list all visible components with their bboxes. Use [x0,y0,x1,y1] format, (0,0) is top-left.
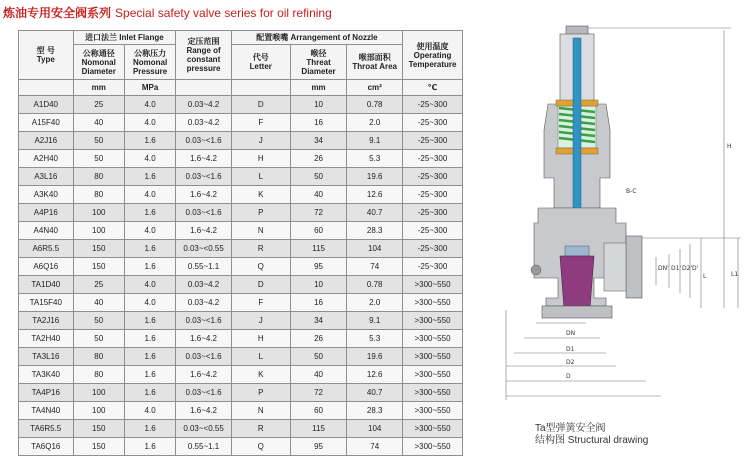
table-cell: R [231,240,290,258]
table-cell: A15F40 [19,114,74,132]
table-cell: 1.6 [124,384,175,402]
throat-diameter-header: 喉径 Threat Diameter [290,45,347,80]
drawing-caption [535,423,648,447]
table-cell: 4.0 [124,114,175,132]
table-cell: >300~550 [403,294,463,312]
table-cell: A3K40 [19,186,74,204]
table-cell: D [231,276,290,294]
table-cell: H [231,150,290,168]
unit-cell: cm² [347,80,403,96]
spec-table [18,30,463,456]
table-cell: -25~300 [403,132,463,150]
dim-label: B-C [626,188,637,195]
table-cell: 0.55~1.1 [176,438,232,456]
table-cell: 1.6 [124,132,175,150]
table-cell: 5.3 [347,330,403,348]
table-cell: 104 [347,240,403,258]
table-cell: 150 [73,258,124,276]
unit-cell: MPa [124,80,175,96]
table-cell: 1.6 [124,240,175,258]
table-cell: 1.6 [124,330,175,348]
table-cell: 25 [73,276,124,294]
table-cell: P [231,204,290,222]
table-row [19,438,463,456]
table-cell: L [231,168,290,186]
table-cell: R [231,420,290,438]
table-cell: 9.1 [347,312,403,330]
table-cell: -25~300 [403,240,463,258]
table-cell: 150 [73,438,124,456]
table-row [19,222,463,240]
table-cell: N [231,402,290,420]
table-cell: 4.0 [124,222,175,240]
table-cell: 60 [290,222,347,240]
table-cell: 16 [290,114,347,132]
table-row [19,330,463,348]
table-cell: >300~550 [403,276,463,294]
table-cell: 4.0 [124,96,175,114]
table-cell: -25~300 [403,114,463,132]
table-row [19,132,463,150]
table-cell: 12.6 [347,366,403,384]
table-cell: TA4N40 [19,402,74,420]
table-cell: 40 [73,114,124,132]
table-cell: 80 [73,348,124,366]
table-cell: J [231,132,290,150]
table-cell: TA15F40 [19,294,74,312]
table-cell: 80 [73,168,124,186]
table-cell: A4P16 [19,204,74,222]
table-row [19,114,463,132]
table-cell: 0.03~4.2 [176,96,232,114]
table-cell: 50 [73,312,124,330]
table-cell: 0.03~<1.6 [176,132,232,150]
nozzle-seat [560,256,594,308]
structural-drawing [476,8,746,428]
temperature-header: 使用温度 Operating Temperature [403,31,463,80]
table-cell: 0.03~4.2 [176,276,232,294]
table-cell: 10 [290,96,347,114]
throat-area-header: 喉部面积 Throat Area [347,45,403,80]
table-cell: H [231,330,290,348]
table-row [19,204,463,222]
table-cell: P [231,384,290,402]
dim-label: D2' [682,265,693,272]
table-cell: A6R5.5 [19,240,74,258]
table-cell: 150 [73,420,124,438]
table-cell: 115 [290,240,347,258]
table-cell: 72 [290,384,347,402]
table-cell: K [231,366,290,384]
table-cell: 1.6~4.2 [176,186,232,204]
table-cell: A1D40 [19,96,74,114]
table-cell: 1.6 [124,366,175,384]
table-cell: 1.6 [124,258,175,276]
table-cell: -25~300 [403,204,463,222]
unit-cell [19,80,74,96]
table-cell: 0.03~<1.6 [176,312,232,330]
table-cell: >300~550 [403,312,463,330]
table-cell: 5.3 [347,150,403,168]
table-cell: 40 [290,366,347,384]
table-row [19,366,463,384]
table-cell: 1.6~4.2 [176,222,232,240]
table-cell: Q [231,438,290,456]
table-cell: 1.6 [124,168,175,186]
table-row [19,348,463,366]
table-cell: 28.3 [347,222,403,240]
table-cell: 1.6 [124,348,175,366]
table-cell: -25~300 [403,168,463,186]
table-cell: >300~550 [403,330,463,348]
table-cell: 34 [290,312,347,330]
unit-cell: mm [290,80,347,96]
table-cell: 40 [73,294,124,312]
table-cell: 28.3 [347,402,403,420]
inlet-group-header: 进口法兰 Inlet Flange [73,31,176,45]
dim-label: D [566,373,571,380]
dim-label: L1 [731,271,739,278]
table-cell: 2.0 [347,114,403,132]
table-cell: 34 [290,132,347,150]
dim-label: L [703,273,707,280]
table-row [19,402,463,420]
table-cell: 0.03~<0.55 [176,240,232,258]
table-cell: 2.0 [347,294,403,312]
table-cell: TA2J16 [19,312,74,330]
dim-label: DN' [658,265,669,272]
letter-header: 代号 Letter [231,45,290,80]
table-cell: >300~550 [403,438,463,456]
title-cn: 炼油专用安全阀系列 [3,6,112,20]
table-cell: -25~300 [403,96,463,114]
table-cell: 50 [290,348,347,366]
table-cell: >300~550 [403,384,463,402]
dim-label: D1 [566,346,575,353]
table-cell: J [231,312,290,330]
table-cell: TA3K40 [19,366,74,384]
table-cell: -25~300 [403,222,463,240]
table-cell: 1.6~4.2 [176,150,232,168]
table-cell: 19.6 [347,348,403,366]
table-cell: 0.03~<1.6 [176,384,232,402]
table-cell: 0.78 [347,96,403,114]
table-cell: 1.6 [124,420,175,438]
table-cell: A2J16 [19,132,74,150]
disc [565,246,589,256]
table-cell: 1.6 [124,438,175,456]
dim-label: H [727,143,732,150]
table-cell: 50 [73,132,124,150]
table-cell: F [231,294,290,312]
table-cell: 0.78 [347,276,403,294]
table-cell: TA1D40 [19,276,74,294]
table-cell: 0.03~<0.55 [176,420,232,438]
table-cell: 50 [73,330,124,348]
table-cell: 40 [290,186,347,204]
table-cell: 4.0 [124,294,175,312]
table-cell: 1.6 [124,204,175,222]
table-row [19,168,463,186]
table-cell: TA4P16 [19,384,74,402]
table-cell: 95 [290,258,347,276]
dim-label: D2 [566,359,575,366]
table-cell: 16 [290,294,347,312]
nominal-pressure-header: 公称压力 Nomonal Pressure [124,45,175,80]
caption-line-2: 结构图 Structural drawing [535,435,649,446]
table-cell: 26 [290,150,347,168]
table-cell: 74 [347,438,403,456]
unit-cell [176,80,232,96]
table-cell: F [231,114,290,132]
table-cell: 80 [73,366,124,384]
unit-cell: ℃ [403,80,463,96]
lever-pivot [531,265,541,275]
nominal-diameter-header: 公称通径 Nomonal Diameter [73,45,124,80]
table-cell: >300~550 [403,348,463,366]
outlet-chamber [604,243,626,291]
constant-pressure-header: 定压范围 Range of constant pressure [176,31,232,80]
table-cell: 9.1 [347,132,403,150]
dim-label: D1' [671,265,682,272]
page-title [3,4,332,21]
outlet-flange [626,236,642,298]
table-row [19,96,463,114]
table-row [19,384,463,402]
inlet-flange [542,306,612,318]
table-row [19,186,463,204]
table-cell: 0.03~4.2 [176,114,232,132]
table-row [19,150,463,168]
table-cell: Q [231,258,290,276]
type-header: 型 号 Type [19,31,74,80]
spec-table-body [19,96,463,456]
table-cell: A3L16 [19,168,74,186]
table-cell: 100 [73,222,124,240]
table-cell: 115 [290,420,347,438]
table-cell: 0.03~<1.6 [176,204,232,222]
table-cell: 80 [73,186,124,204]
table-cell: K [231,186,290,204]
table-cell: >300~550 [403,402,463,420]
table-row [19,276,463,294]
table-cell: 25 [73,96,124,114]
table-cell: 0.03~<1.6 [176,348,232,366]
table-cell: 0.03~4.2 [176,294,232,312]
nozzle-group-header: 配置喉嘴 Arrangement of Nozzle [231,31,402,45]
unit-cell [231,80,290,96]
table-cell: 95 [290,438,347,456]
table-cell: 1.6~4.2 [176,402,232,420]
table-cell: 12.6 [347,186,403,204]
unit-cell: mm [73,80,124,96]
table-row [19,240,463,258]
table-cell: 100 [73,402,124,420]
table-cell: TA6R5.5 [19,420,74,438]
table-row [19,420,463,438]
table-cell: 40.7 [347,384,403,402]
table-cell: 1.6~4.2 [176,366,232,384]
table-cell: L [231,348,290,366]
table-cell: D [231,96,290,114]
table-cell: TA6Q16 [19,438,74,456]
table-cell: 72 [290,204,347,222]
table-cell: 19.6 [347,168,403,186]
table-cell: -25~300 [403,186,463,204]
table-cell: >300~550 [403,366,463,384]
table-row [19,312,463,330]
table-cell: 4.0 [124,402,175,420]
table-row [19,258,463,276]
table-cell: 50 [290,168,347,186]
table-cell: N [231,222,290,240]
table-cell: 26 [290,330,347,348]
dim-label: D' [692,265,699,272]
table-cell: 100 [73,384,124,402]
table-cell: -25~300 [403,150,463,168]
table-cell: A6Q16 [19,258,74,276]
table-cell: 4.0 [124,186,175,204]
table-cell: 74 [347,258,403,276]
caption-line-1: Ta型弹簧安全阀 [535,423,606,434]
table-cell: >300~550 [403,420,463,438]
table-cell: 1.6~4.2 [176,330,232,348]
table-cell: 4.0 [124,276,175,294]
table-cell: 50 [73,150,124,168]
table-cell: TA3L16 [19,348,74,366]
table-cell: -25~300 [403,258,463,276]
table-cell: 150 [73,240,124,258]
table-cell: 1.6 [124,312,175,330]
table-cell: 104 [347,420,403,438]
dim-label: DN [566,330,576,337]
table-cell: 4.0 [124,150,175,168]
table-row [19,294,463,312]
title-en: Special safety valve series for oil refining [115,6,332,20]
table-cell: 100 [73,204,124,222]
table-cell: 0.03~<1.6 [176,168,232,186]
table-cell: A4N40 [19,222,74,240]
table-cell: 40.7 [347,204,403,222]
table-cell: A2H40 [19,150,74,168]
table-cell: 10 [290,276,347,294]
table-cell: 60 [290,402,347,420]
table-cell: 0.55~1.1 [176,258,232,276]
table-cell: TA2H40 [19,330,74,348]
